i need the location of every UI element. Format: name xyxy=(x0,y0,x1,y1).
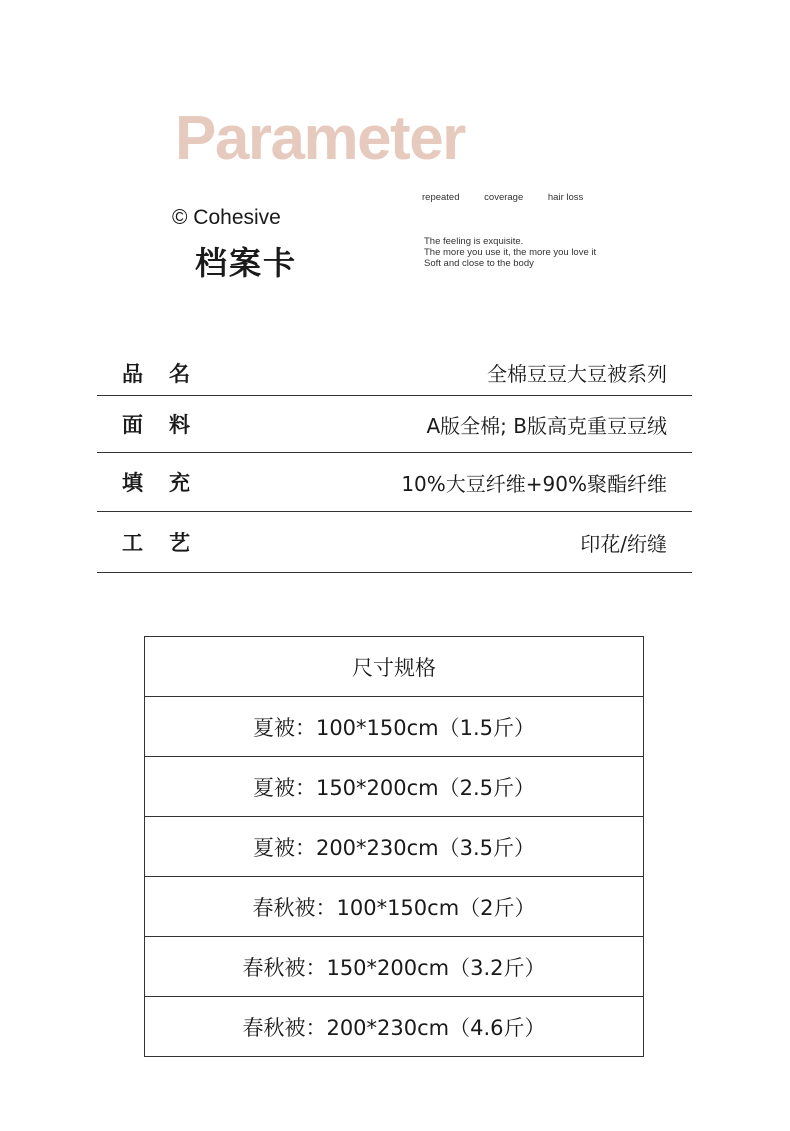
size-row: 春秋被：100*150cm（2斤） xyxy=(145,877,643,937)
size-table-header: 尺寸规格 xyxy=(145,637,643,697)
tagline-line: The more you use it, the more you love it xyxy=(424,247,597,258)
size-row: 夏被：150*200cm（2.5斤） xyxy=(145,757,643,817)
param-label: 工艺 xyxy=(122,531,216,555)
page-title: Parameter xyxy=(175,104,465,173)
param-label: 品名 xyxy=(122,361,216,386)
param-value: 印花/绗缝 xyxy=(580,531,667,556)
size-table xyxy=(144,636,644,1057)
card-title: 档案卡 xyxy=(195,244,298,282)
param-row-fabric xyxy=(97,396,692,453)
brand-name: © Cohesive xyxy=(172,206,281,229)
size-row: 夏被：100*150cm（1.5斤） xyxy=(145,697,643,757)
param-row-name xyxy=(97,350,692,396)
param-label: 面料 xyxy=(122,413,216,437)
tag-list xyxy=(422,192,583,203)
param-label: 填充 xyxy=(122,471,216,495)
tagline-line: The feeling is exquisite. xyxy=(424,236,524,247)
param-row-craft xyxy=(97,512,692,573)
param-value: A版全棉; B版高克重豆豆绒 xyxy=(426,413,667,438)
param-row-filling xyxy=(97,453,692,512)
param-value: 全棉豆豆大豆被系列 xyxy=(487,362,667,386)
parameter-list xyxy=(97,350,692,573)
tag-item: coverage xyxy=(484,192,524,203)
size-row: 春秋被：200*230cm（4.6斤） xyxy=(242,1015,546,1040)
tag-item: repeated xyxy=(422,192,460,203)
tagline xyxy=(424,236,596,269)
tag-item: hair loss xyxy=(547,192,584,203)
size-row: 夏被：200*230cm（3.5斤） xyxy=(145,817,643,877)
size-row: 春秋被：150*200cm（3.2斤） xyxy=(145,937,643,997)
tagline-line: Soft and close to the body xyxy=(424,258,534,269)
param-value: 10%大豆纤维+90%聚酯纤维 xyxy=(401,471,667,496)
